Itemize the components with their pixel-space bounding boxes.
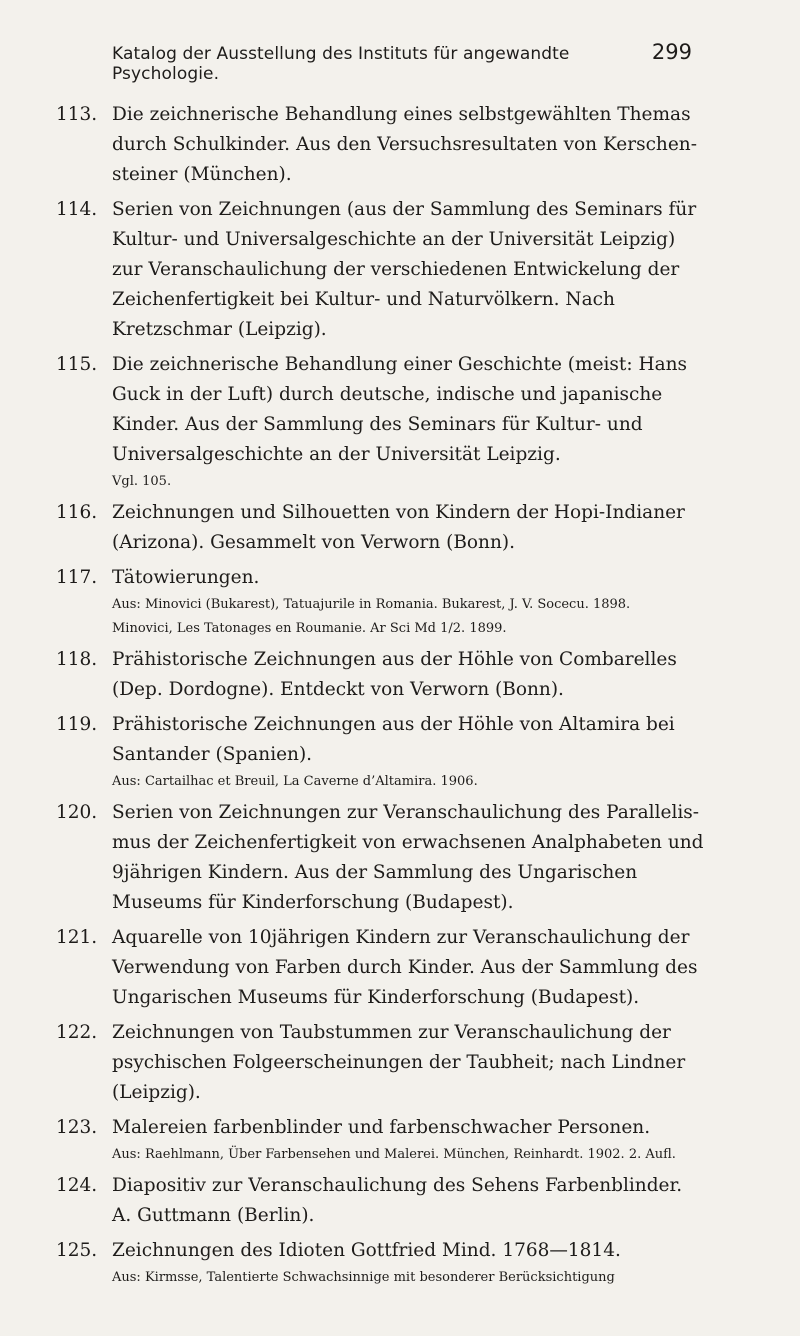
entry-number: 125. (56, 1240, 98, 1261)
catalog-entry (56, 1171, 704, 1231)
entry-text: Die zeichnerische Behandlung einer Geschichte (meist: Hans Guck in der Luft) durch deutsche, indische und japanische Kinder. Aus der Sammlung des Seminars für Kultur- und Universalgeschichte an der Universität Leipzig. (112, 354, 688, 465)
entry-number: 123. (56, 1117, 98, 1138)
catalog-entry (56, 563, 704, 640)
running-header (112, 40, 692, 84)
catalog-entry (56, 100, 704, 190)
entry-text: Die zeichnerische Behandlung eines selbstgewählten Themas durch Schulkinder. Aus den Versuchsresultaten von Kerschensteiner (München). (112, 104, 697, 185)
header-title: Katalog der Ausstellung des Instituts für angewandte Psychologie. (112, 44, 570, 84)
entry-text: Diapositiv zur Veranschaulichung des Sehens Farbenblinder. A. Guttmann (Berlin). (112, 1175, 683, 1226)
entry-number: 117. (56, 567, 98, 588)
entry-number: 121. (56, 927, 98, 948)
entry-source-note: Aus: Minovici (Bukarest), Tatuajurile in Romania. Bukarest, J. V. Socecu. 1898. (112, 597, 631, 612)
catalog-entry (56, 498, 704, 558)
entry-text: Aquarelle von 10jährigen Kindern zur Veranschaulichung der Verwendung von Farben durch Kinder. Aus der Sammlung des Ungarischen Museums für Kinderforschung (Budapest). (112, 927, 698, 1008)
catalog-entry (56, 1236, 704, 1289)
entry-number: 120. (56, 802, 98, 823)
catalog-entry (56, 710, 704, 793)
catalog-entry (56, 923, 704, 1013)
entry-number: 113. (56, 104, 98, 125)
entry-number: 119. (56, 714, 98, 735)
entry-text: Prähistorische Zeichnungen aus der Höhle von Altamira bei Santander (Spanien). (112, 714, 675, 765)
entry-number: 118. (56, 649, 98, 670)
catalog-entry (56, 195, 704, 345)
entry-source-note: Minovici, Les Tatonages en Roumanie. Ar Sci Md 1/2. 1899. (112, 621, 507, 636)
entry-source-note: Vgl. 105. (112, 474, 172, 489)
entry-number: 122. (56, 1022, 98, 1043)
entry-source-note: Aus: Raehlmann, Über Farbensehen und Malerei. München, Reinhardt. 1902. 2. Aufl. (112, 1147, 676, 1162)
entry-number: 116. (56, 502, 98, 523)
entry-text: Serien von Zeichnungen (aus der Sammlung des Seminars für Kultur- und Universalgeschichte an der Universität Leipzig) zur Veranschaulichung der verschiedenen Entwickelung der Zeichenfertigkeit bei Kultur- und Naturvölkern. Nach Kretzschmar (Leipzig). (112, 199, 697, 340)
entry-source-note: Aus: Cartailhac et Breuil, La Caverne d’Altamira. 1906. (112, 774, 478, 789)
catalog-entry (56, 1018, 704, 1108)
entry-source-note: Aus: Kirmsse, Talentierte Schwachsinnige mit besonderer Berücksichtigung (112, 1270, 615, 1285)
catalog-entry (56, 645, 704, 705)
catalog-entry (56, 350, 704, 493)
page-number: 299 (651, 40, 692, 64)
entry-text: Prähistorische Zeichnungen aus der Höhle von Combarelles (Dep. Dordogne). Entdeckt von Verworn (Bonn). (112, 649, 677, 700)
entry-text: Tätowierungen. (112, 567, 260, 588)
entry-number: 124. (56, 1175, 98, 1196)
entry-text: Zeichnungen von Taubstummen zur Veranschaulichung der psychischen Folgeerscheinungen der Taubheit; nach Lindner (Leipzig). (112, 1022, 686, 1103)
entry-number: 115. (56, 354, 98, 375)
entry-number: 114. (56, 199, 98, 220)
catalog-entry (56, 798, 704, 918)
catalog-entries (56, 100, 704, 1294)
catalog-entry (56, 1113, 704, 1166)
entry-text: Serien von Zeichnungen zur Veranschaulichung des Parallelismus der Zeichenfertigkeit von erwachsenen Analphabeten und 9jährigen Kindern. Aus der Sammlung des Ungarischen Museums für Kinderforschung (Budapest). (112, 802, 704, 913)
entry-text: Malereien farbenblinder und farbenschwacher Personen. (112, 1117, 651, 1138)
entry-text: Zeichnungen und Silhouetten von Kindern der Hopi-Indianer (Arizona). Gesammelt von Verworn (Bonn). (112, 502, 685, 553)
entry-text: Zeichnungen des Idioten Gottfried Mind. 1768—1814. (112, 1240, 621, 1261)
